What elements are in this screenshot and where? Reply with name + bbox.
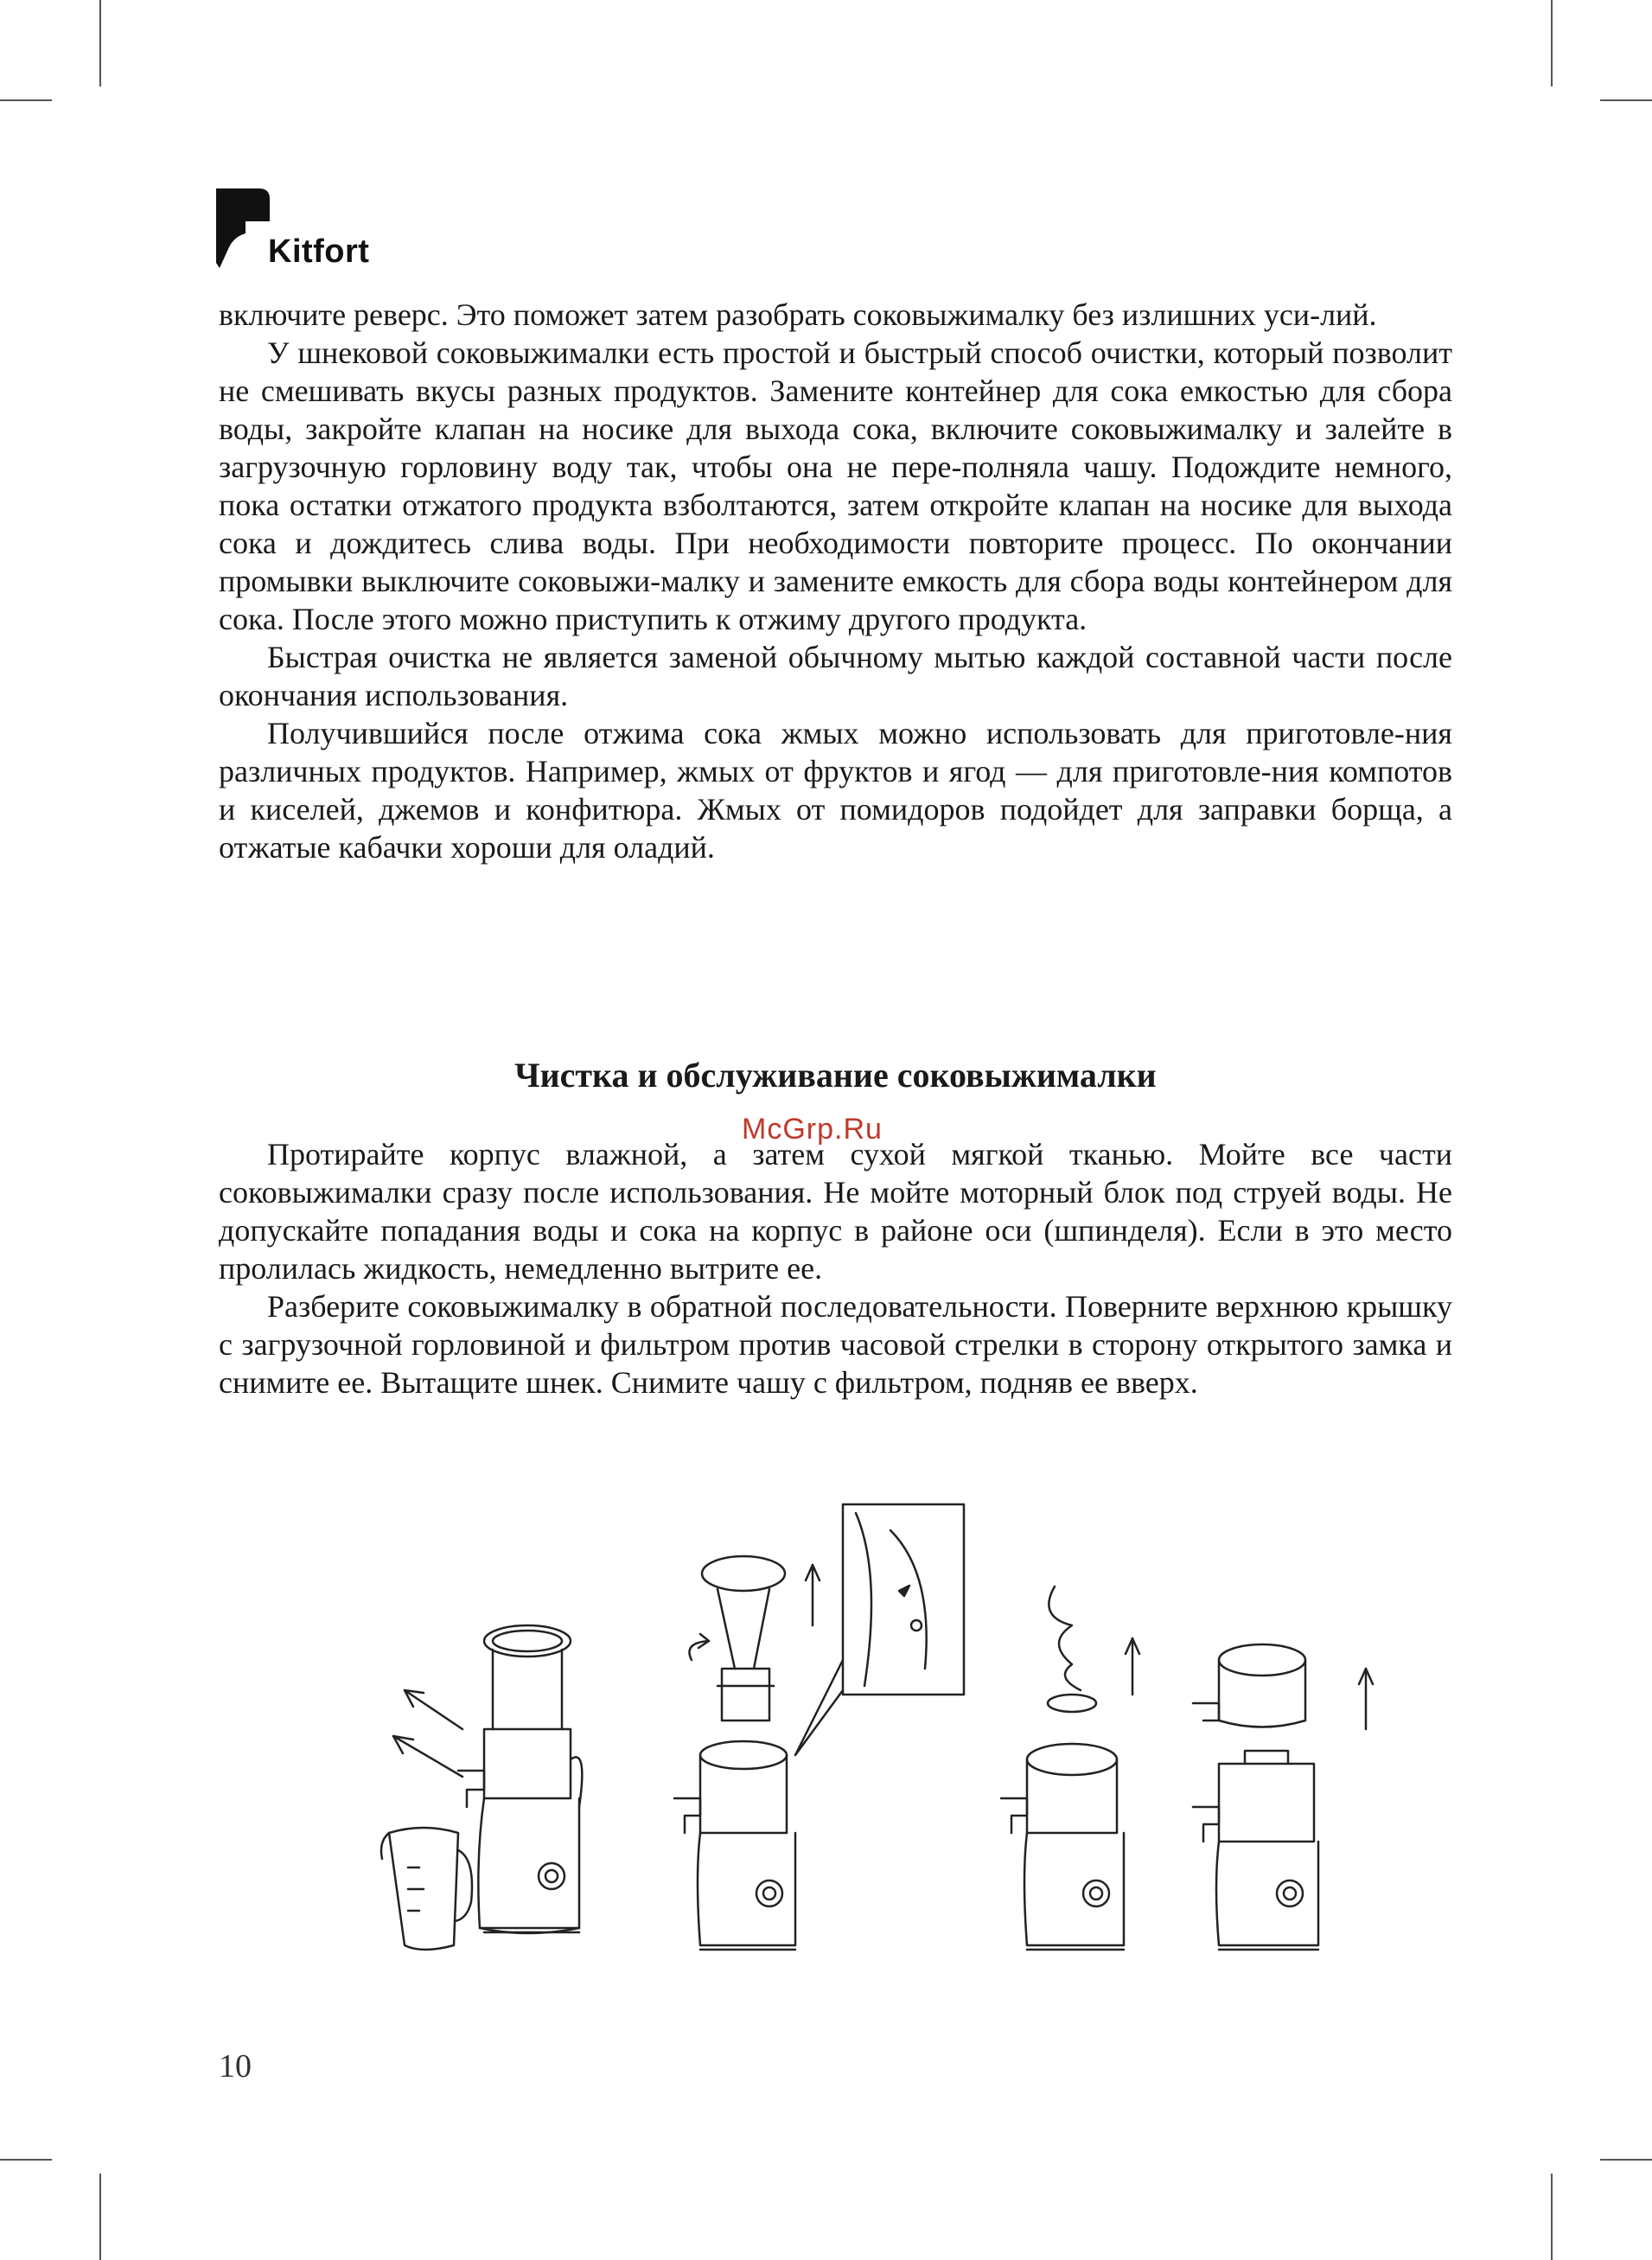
juicer-bowl-removed-icon bbox=[1193, 1644, 1373, 1950]
intro-text bbox=[219, 296, 1452, 866]
paragraph: Протирайте корпус влажной, а затем сухой мягкой тканью. Мойте все части соковыжималки сразу после использования. Не мойте моторный блок под струей воды. Не допускайте попадания воды и сока на корпус в районе оси (шпинделя). Если в это место пролилась жидкость, немедленно вытрите ее. bbox=[219, 1137, 1452, 1286]
paragraph: Получившийся после отжима сока жмых можно использовать для приготовле-ния различных продуктов. Например, жмых от фруктов и ягод — для приготовле-ния компотов и киселей, джемов и конфитюра. Жмых от помидоров подойдет для заправки борща, а отжатые кабачки хороши для оладий. bbox=[219, 716, 1452, 865]
crop-mark bbox=[0, 2159, 52, 2161]
brand-logo bbox=[216, 188, 389, 275]
crop-mark bbox=[1600, 99, 1652, 101]
page-number: 10 bbox=[219, 2048, 252, 2084]
watermark: McGrp.Ru bbox=[742, 1113, 883, 1146]
brand-logo-icon bbox=[216, 188, 270, 268]
juicer-assembled-icon bbox=[458, 1625, 582, 1933]
paragraph: включите реверс. Это поможет затем разобрать соковыжималку без излишних уси-лий. bbox=[219, 297, 1377, 332]
remove-arrow-icon bbox=[393, 1690, 462, 1777]
crop-mark bbox=[99, 0, 101, 86]
crop-mark bbox=[1600, 2159, 1652, 2161]
paragraph: Быстрая очистка не является заменой обычному мытью каждой составной части после окончания использования. bbox=[219, 640, 1452, 712]
juice-jug-icon bbox=[381, 1828, 472, 1950]
paragraph: У шнековой соковыжималки есть простой и быстрый способ очистки, который позволит не смешивать вкусы разных продуктов. Замените контейнер для сока емкостью для сбора воды, закройте клапан на носике для выхода сока, включите соковыжималку и залейте в загрузочную горловину воду так, чтобы она не пере-полняла чашу. Подождите немного, пока остатки отжатого продукта взболтаются, затем откройте клапан на носике для выхода сока и дождитесь слива воды. При необходимости повторите процесс. По окончании промывки выключите соковыжи-малку и замените емкость для сбора воды контейнером для сока. После этого можно приступить к отжиму другого продукта. bbox=[219, 335, 1452, 636]
section-title: Чистка и обслуживание соковыжималки bbox=[514, 1056, 1157, 1095]
crop-mark bbox=[99, 2174, 101, 2260]
disassembly-illustration bbox=[328, 1496, 1409, 1989]
crop-mark bbox=[1551, 2174, 1553, 2260]
crop-mark bbox=[1551, 0, 1553, 86]
lock-detail-inset-icon bbox=[795, 1504, 964, 1755]
paragraph: Разберите соковыжималку в обратной последовательности. Поверните верхнюю крышку с загрузочной горловиной и фильтром против часовой стрелки в сторону открытого замка и снимите ее. Вытащите шнек. Снимите чашу с фильтром, подняв ее вверх. bbox=[219, 1289, 1452, 1400]
crop-mark bbox=[0, 99, 52, 101]
section-text bbox=[219, 1135, 1452, 1401]
brand-name: Kitfort bbox=[268, 233, 370, 270]
juicer-auger-removed-icon bbox=[1001, 1586, 1139, 1950]
